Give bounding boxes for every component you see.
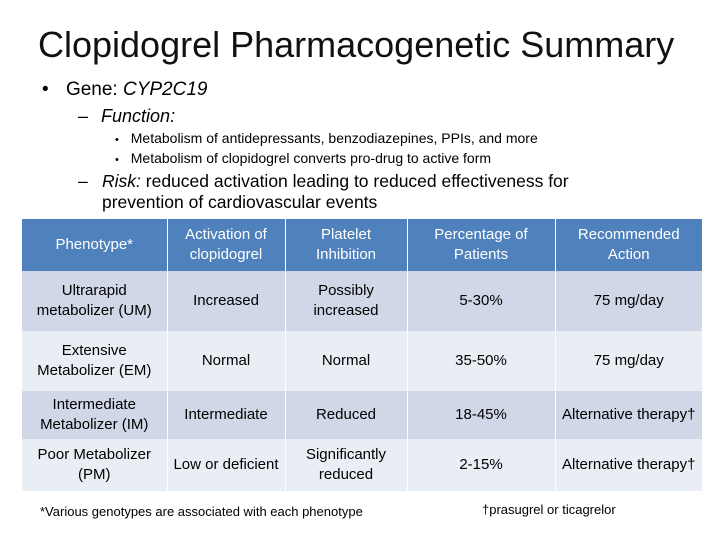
dash-icon: – xyxy=(78,171,88,191)
table-cell: 35-50% xyxy=(407,331,555,391)
table-cell: Possibly increased xyxy=(285,271,407,331)
table-cell: 75 mg/day xyxy=(555,271,702,331)
phenotype-table xyxy=(22,219,702,491)
table-row xyxy=(22,391,702,439)
table-cell: Significantly reduced xyxy=(285,439,407,491)
function-bullet xyxy=(78,106,175,127)
dash-icon: – xyxy=(78,106,89,126)
column-header: Activation of clopidogrel xyxy=(167,219,285,271)
table-cell: Ultrarapid metabolizer (UM) xyxy=(22,271,167,331)
function-item-text: Metabolism of antidepressants, benzodiazepines, PPIs, and more xyxy=(130,130,538,146)
column-header: Platelet Inhibition xyxy=(285,219,407,271)
function-item-text: Metabolism of clopidogrel converts pro-drug to active form xyxy=(130,150,492,166)
function-item xyxy=(115,130,538,146)
table-cell: 2-15% xyxy=(407,439,555,491)
table-cell: Intermediate xyxy=(167,391,285,439)
table-cell: Alternative therapy† xyxy=(555,391,702,439)
table-cell: 18-45% xyxy=(407,391,555,439)
table-cell: Extensive Metabolizer (EM) xyxy=(22,331,167,391)
bullet-icon: • xyxy=(42,79,49,100)
table-header-row xyxy=(22,219,702,271)
gene-bullet xyxy=(42,79,207,101)
table-row xyxy=(22,331,702,391)
risk-text-block xyxy=(102,171,638,213)
table-cell: 75 mg/day xyxy=(555,331,702,391)
column-header: Percentage of Patients xyxy=(407,219,555,271)
table-row xyxy=(22,439,702,491)
function-label: Function: xyxy=(101,106,176,126)
table-cell: Intermediate Metabolizer (IM) xyxy=(22,391,167,439)
gene-label: Gene: xyxy=(65,79,118,100)
bullet-icon: • xyxy=(115,134,119,146)
table-cell: Normal xyxy=(285,331,407,391)
table-cell: Low or deficient xyxy=(167,439,285,491)
function-item xyxy=(115,150,491,166)
footnote-phenotype: *Various genotypes are associated with each phenotype xyxy=(40,504,363,519)
table-cell: Poor Metabolizer (PM) xyxy=(22,439,167,491)
table-cell: Alternative therapy† xyxy=(555,439,702,491)
risk-text: reduced activation leading to reduced effectiveness for prevention of cardiovascular events xyxy=(102,171,569,212)
risk-label: Risk: xyxy=(102,171,141,191)
table-cell: 5-30% xyxy=(407,271,555,331)
column-header: Phenotype* xyxy=(22,219,167,271)
bullet-icon: • xyxy=(115,154,119,166)
gene-value: CYP2C19 xyxy=(122,79,208,100)
table-cell: Reduced xyxy=(285,391,407,439)
column-header: Recommended Action xyxy=(555,219,702,271)
page-title: Clopidogrel Pharmacogenetic Summary xyxy=(38,24,675,65)
risk-bullet xyxy=(78,171,638,213)
table-cell: Normal xyxy=(167,331,285,391)
table-cell: Increased xyxy=(167,271,285,331)
table-row xyxy=(22,271,702,331)
footnote-alternative-therapy: †prasugrel or ticagrelor xyxy=(482,502,616,517)
